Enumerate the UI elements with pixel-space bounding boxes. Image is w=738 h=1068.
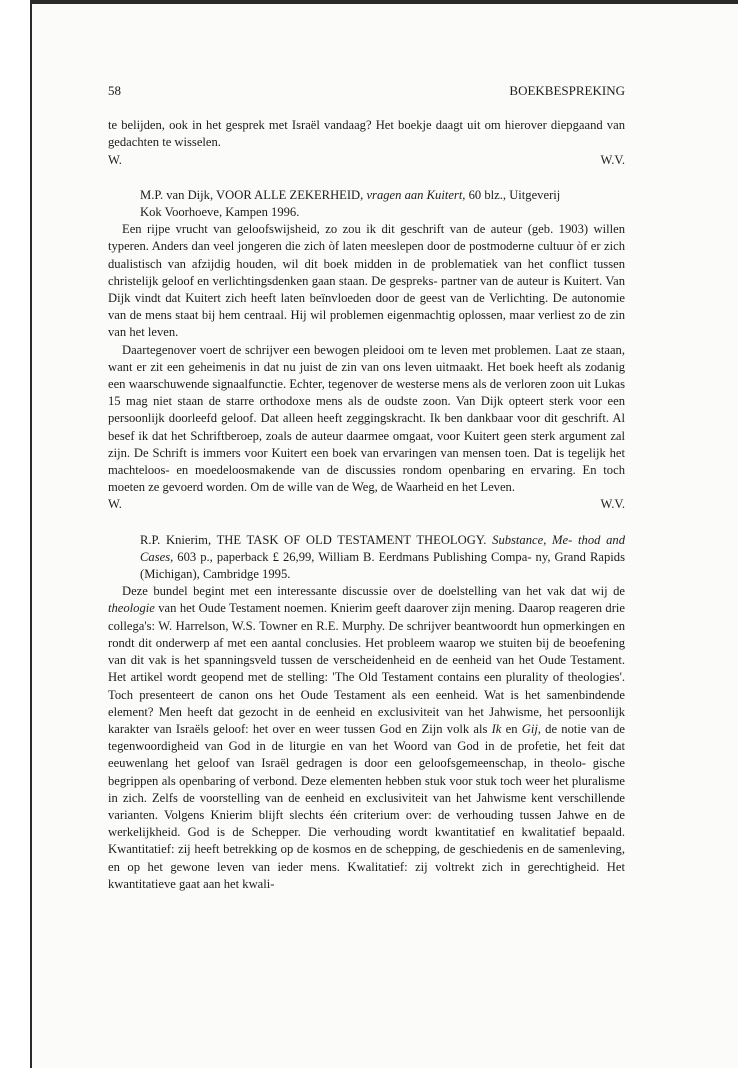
review1-heading [140, 187, 625, 221]
running-header [108, 82, 625, 99]
text-run: van het Oude Testament noemen. Knierim geeft daarover zijn mening. Daarop reageren drie collega's: W. Harrelson, W.S. Towner en R.E. Murphy. De schrijver beantwoordt hun opmerkingen en rondt dit onderwerp af met een aantal conclusies. Het probleem waarop we stuiten bij de beoefening van dit vak is het spanningsveld tussen de verscheidenheid en de eenheid van het Oude Testament. Het artikel wordt geopend met de stelling: 'The Old Testament contains een plurality of theologies'. Toch presenteert de canon ons het Oude Testament als een eenheid. Wat is het samenbindende element? Men heeft dat gezocht in de eenheid en exclusiviteit van het Jahwisme, het persoonlijk karakter van Israëls geloof: het over en weer tussen God en Zijn volk als [108, 601, 625, 736]
review1-publication: 60 blz., Uitgeverij [468, 187, 561, 202]
review2-publication: 603 p., paperback £ 26,99, William B. Eerdmans Publishing Compa- ny, Grand Rapids (Michigan), Cambridge 1995. [140, 549, 625, 582]
review2-author-title: R.P. Knierim, THE TASK OF OLD TESTAMENT THEOLOGY. [140, 532, 487, 547]
page-number: 58 [108, 83, 121, 98]
text-run: , de notie van de tegenwoordigheid van God in de liturgie en van het Woord van God in de profetie, het feit dat eeuwenlang het geloof van Israël gedragen is door een geloofsgemeenschap, in theolo- gische begrippen als openbaring of verbond. Deze elementen hebben stuk voor stuk toch weer het pluralisme in zich. Zelfs de voorstelling van de eenheid en exclusiviteit van het Jahwisme kent verschillende varianten. Volgens Knierim blijft slechts één criterium over: de verhouding tussen Jahwe en de werkelijkheid. God is de Schepper. Die verhouding wordt kwantitatief en kwalitatief bepaald. Kwantitatief: zij heeft betrekking op de kosmos en de schepping, de geschiedenis en de samenleving, en op het gewone leven van ieder mens. Kwalitatief: zij voltrekt zich in gerechtigheid. Het kwantitatieve gaat aan het kwali- [108, 721, 625, 891]
signature-left: W. [108, 152, 122, 167]
signature-right: W.V. [600, 497, 625, 512]
review1-subtitle: vragen aan Kuitert, [366, 187, 466, 202]
review1-author-title: M.P. van Dijk, VOOR ALLE ZEKERHEID, [140, 187, 364, 202]
intro-signature [108, 152, 625, 169]
emphasis-ik: Ik [491, 721, 502, 736]
running-title: BOEKBESPREKING [509, 83, 625, 98]
review2-paragraph-1 [108, 583, 625, 893]
emphasis-gij: Gij [521, 721, 538, 736]
review2-heading [140, 532, 625, 584]
intro-paragraph: te belijden, ook in het gesprek met Israël vandaag? Het boekje daagt uit om hierover diepgaand van gedachten te wisselen. [108, 118, 625, 150]
emphasis-theologie: theologie [108, 601, 155, 616]
review1-paragraph-1: Een rijpe vrucht van geloofswijsheid, zo zou ik dit geschrift van de auteur (geb. 1903) willen typeren. Anders dan veel jongeren die zich òf laten meeslepen door de postmoderne cultuur òf er zich dualistisch van afzijdig houden, wil dit boek midden in de problematiek van het conflict tussen christelijk geloof en verlichtingsdenken gaan staan. De gespreks- partner van de auteur is Kuitert. Van Dijk vindt dat Kuitert zich heeft laten beïnvloeden door de geest van de Verlichting. De autonomie van de mens staat bij hem centraal. Hij wil problemen eigenmachtig oplossen, maar verliest zo de zin van het leven. [108, 222, 625, 340]
review1-signature [108, 496, 625, 513]
review2-subtitle: Substance, Me- thod and Cases, [140, 532, 625, 564]
document-page [108, 82, 625, 893]
review1-paragraph-2: Daartegenover voert de schrijver een bewogen pleidooi om te leven met problemen. Laat ze staan, want er zit een geheimenis in dat nu juist de zin van ons leven uitmaakt. Het boek heeft als zodanig een waarschuwende signaalfunctie. Echter, tegenover de westerse mens als de verloren zoon uit Lukas 15 mag niet staan de starre orthodoxe mens als de oudste zoon. Van Dijk opteert sterk voor een persoonlijk doorleefd geloof. Dat alleen heeft zeggingskracht. Ik ben dankbaar voor dit geschrift. Al besef ik dat het Schriftberoep, zoals de auteur daarmee omgaat, voor Kuitert geen sterk argument zal zijn. De Schrift is immers voor Kuitert een boek van ervaringen van mensen toen. Dat is tegelijk het machteloos- en moedeloosmakende van de discussies rondom openbaring en ervaring. En toch moeten ze gevoerd worden. Om de wille van de Weg, de Waarheid en het Leven. [108, 342, 625, 495]
signature-right: W.V. [600, 152, 625, 167]
text-run: Deze bundel begint met een interessante discussie over de doelstelling van het vak dat wij de [122, 584, 625, 599]
text-run: en [501, 721, 522, 736]
signature-left: W. [108, 497, 122, 512]
review1-publisher: Kok Voorhoeve, Kampen 1996. [140, 205, 300, 220]
